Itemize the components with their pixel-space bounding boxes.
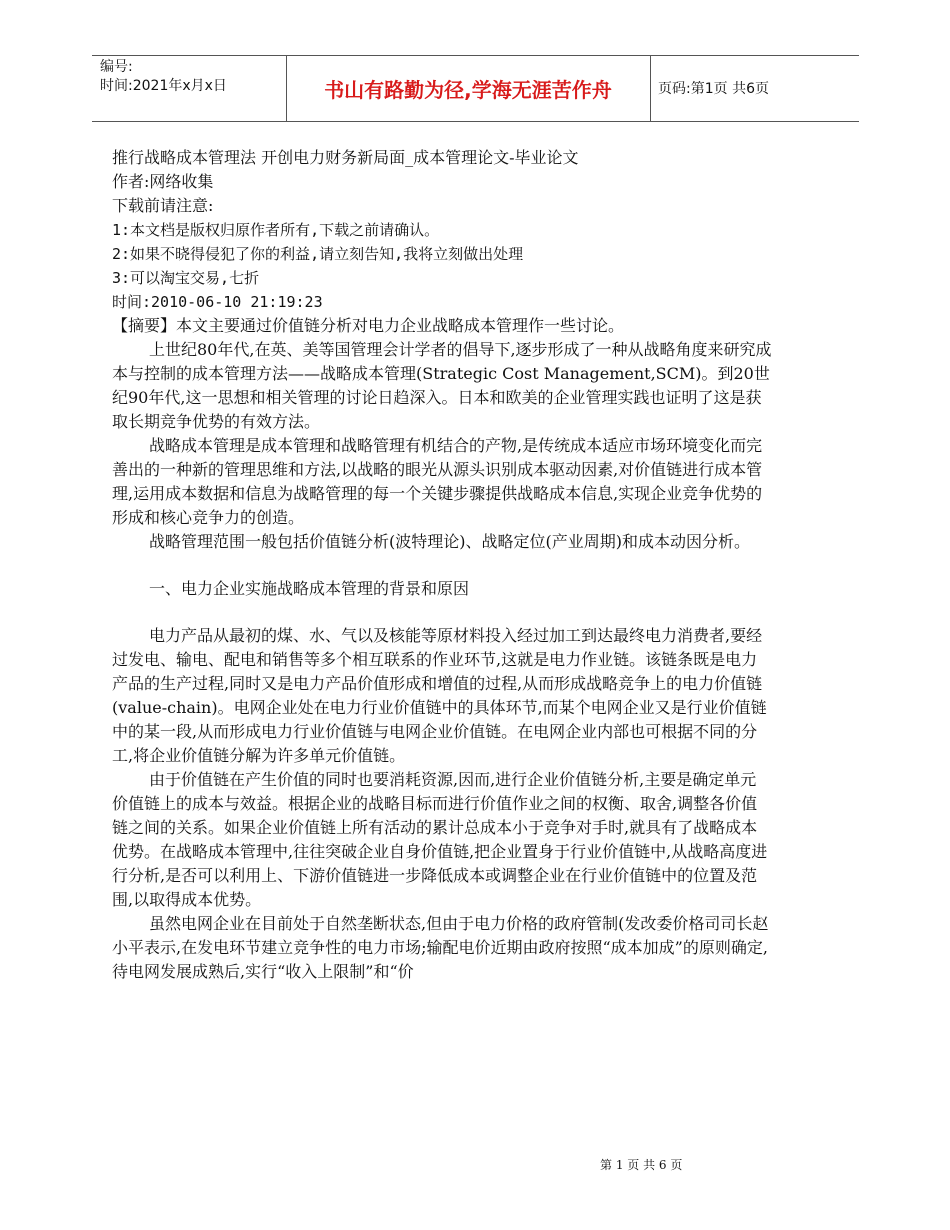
paragraph-5: 由于价值链在产生价值的同时也要消耗资源,因而,进行企业价值链分析,主要是确定单元价值链上的成本与效益。根据企业的战略目标而进行价值作业之间的权衡、取舍,调整各价值链之间的关系。如果企业价值链上所有活动的累计总成本小于竞争对手时,就具有了战略成本优势。在战略成本管理中,往往突破企业自身价值链,把企业置身于行业价值链中,从战略高度进行分析,是否可以利用上、下游价值链进一步降低成本或调整企业在行业价值链中的位置及范围,以取得成本优势。 (112, 770, 768, 909)
abstract: 【摘要】本文主要通过价值链分析对电力企业战略成本管理作一些讨论。 (112, 316, 625, 335)
header-page-label: 页码:第1页 共6页 (658, 81, 769, 97)
paragraph-3: 战略管理范围一般包括价值链分析(波特理论)、战略定位(产业周期)和成本动因分析。 (149, 532, 750, 551)
document-number-label: 编号: (100, 59, 133, 75)
paragraph-2: 战略成本管理是成本管理和战略管理有机结合的产物,是传统成本适应市场环境变化而完善出的一种新的管理思维和方法,以战略的眼光从源头识别成本驱动因素,对价值链进行成本管理,运用成本数据和信息为战略管理的每一个关键步骤提供战略成本信息,实现企业竞争优势的形成和核心竞争力的创造。 (112, 436, 763, 527)
document-time: 时间:2010-06-10 21:19:23 (112, 293, 323, 311)
document-body (112, 146, 772, 984)
notice-item-1: 1:本文档是版权归原作者所有,下载之前请确认。 (112, 221, 440, 239)
paragraph-1: 上世纪80年代,在英、美等国管理会计学者的倡导下,逐步形成了一种从战略角度来研究成本与控制的成本管理方法——战略成本管理(Strategic Cost Management,SCM)。到20世纪90年代,这一思想和相关管理的讨论日趋深入。日本和欧美的企业管理实践也证明了这是获取长期竞争优势的有效方法。 (112, 340, 772, 431)
spacer (112, 554, 772, 577)
page-footer: 第 1 页 共 6 页 (600, 1158, 683, 1172)
paragraph-6: 虽然电网企业在目前处于自然垄断状态,但由于电力价格的政府管制(发改委价格司司长赵小平表示,在发电环节建立竞争性的电力市场;输配电价近期由政府按照“成本加成”的原则确定,待电网发展成熟后,实行“收入上限制”和“价 (112, 914, 769, 981)
header-divider-right (650, 56, 651, 121)
notice-item-3: 3:可以淘宝交易,七折 (112, 269, 260, 287)
header-meta (100, 58, 227, 96)
notice-item-2: 2:如果不晓得侵犯了你的利益,请立刻告知,我将立刻做出处理 (112, 245, 524, 263)
spacer (112, 601, 772, 624)
header-motto: 书山有路勤为径,学海无涯苦作舟 (324, 78, 612, 102)
notice-title: 下载前请注意: (112, 196, 214, 215)
document-author: 作者:网络收集 (112, 172, 214, 191)
header-bottom-rule (92, 121, 859, 122)
document-title: 推行战略成本管理法 开创电力财务新局面_成本管理论文-毕业论文 (112, 148, 579, 167)
section-heading-1: 一、电力企业实施战略成本管理的背景和原因 (149, 579, 470, 598)
paragraph-4: 电力产品从最初的煤、水、气以及核能等原材料投入经过加工到达最终电力消费者,要经过发电、输电、配电和销售等多个相互联系的作业环节,这就是电力作业链。该链条既是电力产品的生产过程,同时又是电力产品价值形成和增值的过程,从而形成战略竞争上的电力价值链(value-chain)。电网企业处在电力行业价值链中的具体环节,而某个电网企业又是行业价值链中的某一段,从而形成电力行业价值链与电网企业价值链。在电网企业内部也可根据不同的分工,将企业价值链分解为许多单元价值链。 (112, 626, 767, 765)
document-time-label: 时间:2021年x月x日 (100, 78, 227, 94)
